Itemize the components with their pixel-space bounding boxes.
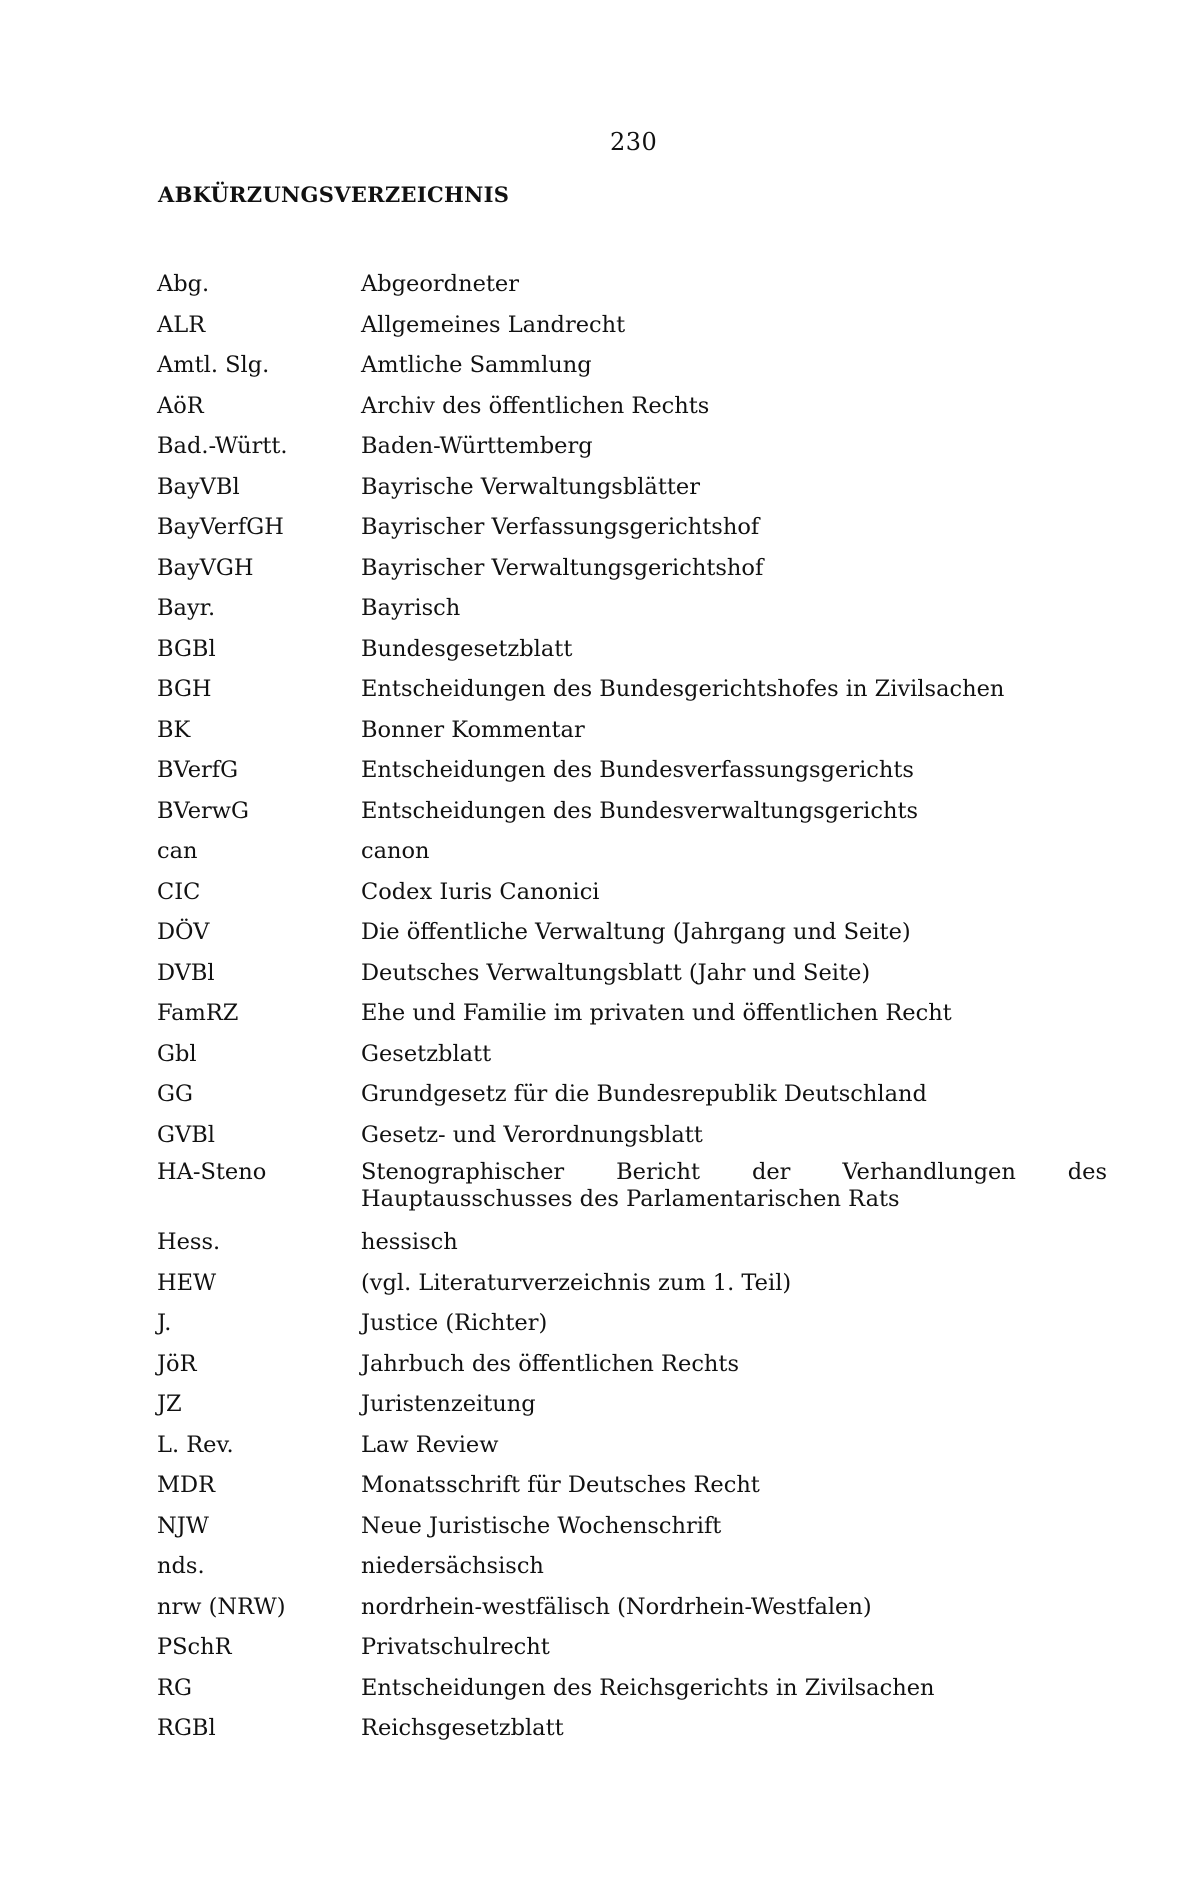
abbreviation-definition: Archiv des öffentlichen Rechts: [361, 392, 710, 419]
abbreviation-term: CIC: [157, 878, 201, 905]
abbreviation-entry: [157, 795, 1107, 827]
abbreviation-term: GVBl: [157, 1121, 215, 1148]
abbreviation-term: HA-Steno: [157, 1159, 267, 1185]
abbreviation-entry: [157, 835, 1107, 867]
abbreviation-term: BayVBl: [157, 473, 240, 500]
abbreviation-definition: Bayrischer Verwaltungsgerichtshof: [361, 554, 764, 581]
abbreviation-list: [157, 268, 1107, 1753]
abbreviation-definition: Die öffentliche Verwaltung (Jahrgang und Seite): [361, 919, 911, 945]
abbreviation-definition: Allgemeines Landrecht: [361, 311, 626, 338]
abbreviation-entry: [157, 552, 1107, 584]
abbreviation-definition: hessisch: [361, 1229, 458, 1255]
abbreviation-definition: Jahrbuch des öffentlichen Rechts: [361, 1350, 739, 1377]
abbreviation-entry: [157, 957, 1107, 989]
abbreviation-entry: [157, 1469, 1107, 1501]
abbreviation-definition: Entscheidungen des Bundesverwaltungsgerichts: [361, 797, 919, 824]
abbreviation-term: Abg.: [157, 271, 210, 297]
abbreviation-term: NJW: [157, 1512, 209, 1539]
abbreviation-definition: Entscheidungen des Reichsgerichts in Zivilsachen: [361, 1674, 935, 1701]
abbreviation-entry: [157, 754, 1107, 786]
abbreviation-definition: Stenographischer Bericht der Verhandlungen des Hauptausschusses des Parlamentarischen Rats: [361, 1159, 1107, 1212]
abbreviation-entry: [157, 876, 1107, 908]
abbreviation-entry: [157, 997, 1107, 1029]
abbreviation-term: ALR: [157, 311, 206, 338]
abbreviation-entry: [157, 1631, 1107, 1663]
abbreviation-entry: [157, 511, 1107, 543]
abbreviation-entry: [157, 916, 1107, 948]
abbreviation-term: BVerwG: [157, 797, 250, 824]
abbreviation-entry: [157, 1388, 1107, 1420]
abbreviation-definition: Bayrische Verwaltungsblätter: [361, 473, 700, 500]
abbreviation-definition: Abgeordneter: [361, 271, 519, 297]
abbreviation-term: DVBl: [157, 959, 215, 986]
abbreviation-term: PSchR: [157, 1634, 232, 1660]
abbreviation-entry: [157, 390, 1107, 422]
abbreviation-definition: Grundgesetz für die Bundesrepublik Deutschland: [361, 1081, 927, 1107]
abbreviation-entry: [157, 1712, 1107, 1744]
abbreviation-term: Amtl. Slg.: [157, 352, 270, 378]
abbreviation-definition: (vgl. Literaturverzeichnis zum 1. Teil): [361, 1269, 792, 1296]
abbreviation-entry: [157, 673, 1107, 705]
abbreviation-entry: [157, 714, 1107, 746]
abbreviation-definition: Deutsches Verwaltungsblatt (Jahr und Seite): [361, 959, 871, 986]
abbreviation-term: MDR: [157, 1472, 216, 1498]
abbreviation-term: BGH: [157, 676, 212, 702]
abbreviation-entry: [157, 471, 1107, 503]
abbreviation-definition: Reichsgesetzblatt: [361, 1715, 564, 1741]
abbreviation-term: RG: [157, 1674, 192, 1701]
abbreviation-entry: [157, 1550, 1107, 1582]
abbreviation-definition: Baden-Württemberg: [361, 433, 593, 459]
abbreviation-entry: [157, 1510, 1107, 1542]
abbreviation-term: AöR: [157, 392, 204, 419]
page-number: 230: [610, 128, 658, 156]
abbreviation-entry: [157, 430, 1107, 462]
abbreviation-definition: Amtliche Sammlung: [361, 352, 592, 378]
abbreviation-definition: Gesetz- und Verordnungsblatt: [361, 1121, 703, 1148]
abbreviation-term: BGBl: [157, 635, 216, 662]
abbreviation-term: FamRZ: [157, 1000, 239, 1026]
abbreviation-entry: [157, 1119, 1107, 1151]
abbreviation-definition: Entscheidungen des Bundesverfassungsgerichts: [361, 757, 914, 783]
abbreviation-definition: Justice (Richter): [361, 1310, 548, 1336]
abbreviation-definition: Law Review: [361, 1431, 499, 1458]
abbreviation-term: Hess.: [157, 1229, 221, 1255]
abbreviation-term: nds.: [157, 1553, 205, 1579]
abbreviation-term: JöR: [157, 1350, 197, 1377]
abbreviation-entry: [157, 1348, 1107, 1380]
abbreviation-definition: Neue Juristische Wochenschrift: [361, 1512, 722, 1539]
abbreviation-definition: Entscheidungen des Bundesgerichtshofes in Zivilsachen: [361, 676, 1005, 702]
abbreviation-entry: [157, 1078, 1107, 1110]
abbreviation-entry: [157, 633, 1107, 665]
abbreviation-entry: [157, 1307, 1107, 1339]
abbreviation-definition: niedersächsisch: [361, 1553, 544, 1579]
abbreviation-definition: Gesetzblatt: [361, 1040, 492, 1067]
abbreviation-term: BayVerfGH: [157, 514, 284, 540]
abbreviation-entry: [157, 1672, 1107, 1704]
abbreviation-definition: Bayrisch: [361, 595, 461, 621]
abbreviation-term: JZ: [157, 1391, 182, 1417]
abbreviation-term: RGBl: [157, 1715, 216, 1741]
page-title: ABKÜRZUNGSVERZEICHNIS: [158, 182, 510, 207]
abbreviation-entry: [157, 349, 1107, 381]
abbreviation-entry: [157, 268, 1107, 300]
abbreviation-term: BK: [157, 716, 191, 743]
abbreviation-definition: Privatschulrecht: [361, 1634, 550, 1660]
abbreviation-definition: Juristenzeitung: [361, 1391, 536, 1417]
abbreviation-definition: Bundesgesetzblatt: [361, 635, 573, 662]
abbreviation-entry: [157, 592, 1107, 624]
abbreviation-definition: Codex Iuris Canonici: [361, 878, 600, 905]
abbreviation-term: nrw (NRW): [157, 1593, 286, 1620]
abbreviation-term: BayVGH: [157, 554, 254, 581]
abbreviation-entry: [157, 1038, 1107, 1070]
abbreviation-definition: Ehe und Familie im privaten und öffentlichen Recht: [361, 1000, 952, 1026]
abbreviation-term: L. Rev.: [157, 1431, 234, 1458]
abbreviation-term: HEW: [157, 1269, 217, 1296]
abbreviation-entry: [157, 1159, 1107, 1213]
abbreviation-entry: [157, 1429, 1107, 1461]
abbreviation-term: BVerfG: [157, 757, 239, 783]
abbreviation-term: Bad.-Württ.: [157, 433, 288, 459]
abbreviation-definition: Bonner Kommentar: [361, 716, 585, 743]
abbreviation-definition: Monatsschrift für Deutsches Recht: [361, 1472, 760, 1498]
abbreviation-entry: [157, 309, 1107, 341]
abbreviation-term: GG: [157, 1081, 193, 1107]
abbreviation-definition: Bayrischer Verfassungsgerichtshof: [361, 514, 760, 540]
abbreviation-term: DÖV: [157, 919, 210, 945]
abbreviation-definition: canon: [361, 838, 430, 864]
abbreviation-entry: [157, 1267, 1107, 1299]
abbreviation-term: can: [157, 838, 198, 864]
abbreviation-entry: [157, 1226, 1107, 1258]
abbreviation-term: Bayr.: [157, 595, 216, 621]
abbreviation-term: Gbl: [157, 1040, 197, 1067]
abbreviation-entry: [157, 1591, 1107, 1623]
abbreviation-definition: nordrhein-westfälisch (Nordrhein-Westfalen): [361, 1593, 872, 1620]
abbreviation-term: J.: [157, 1310, 172, 1336]
